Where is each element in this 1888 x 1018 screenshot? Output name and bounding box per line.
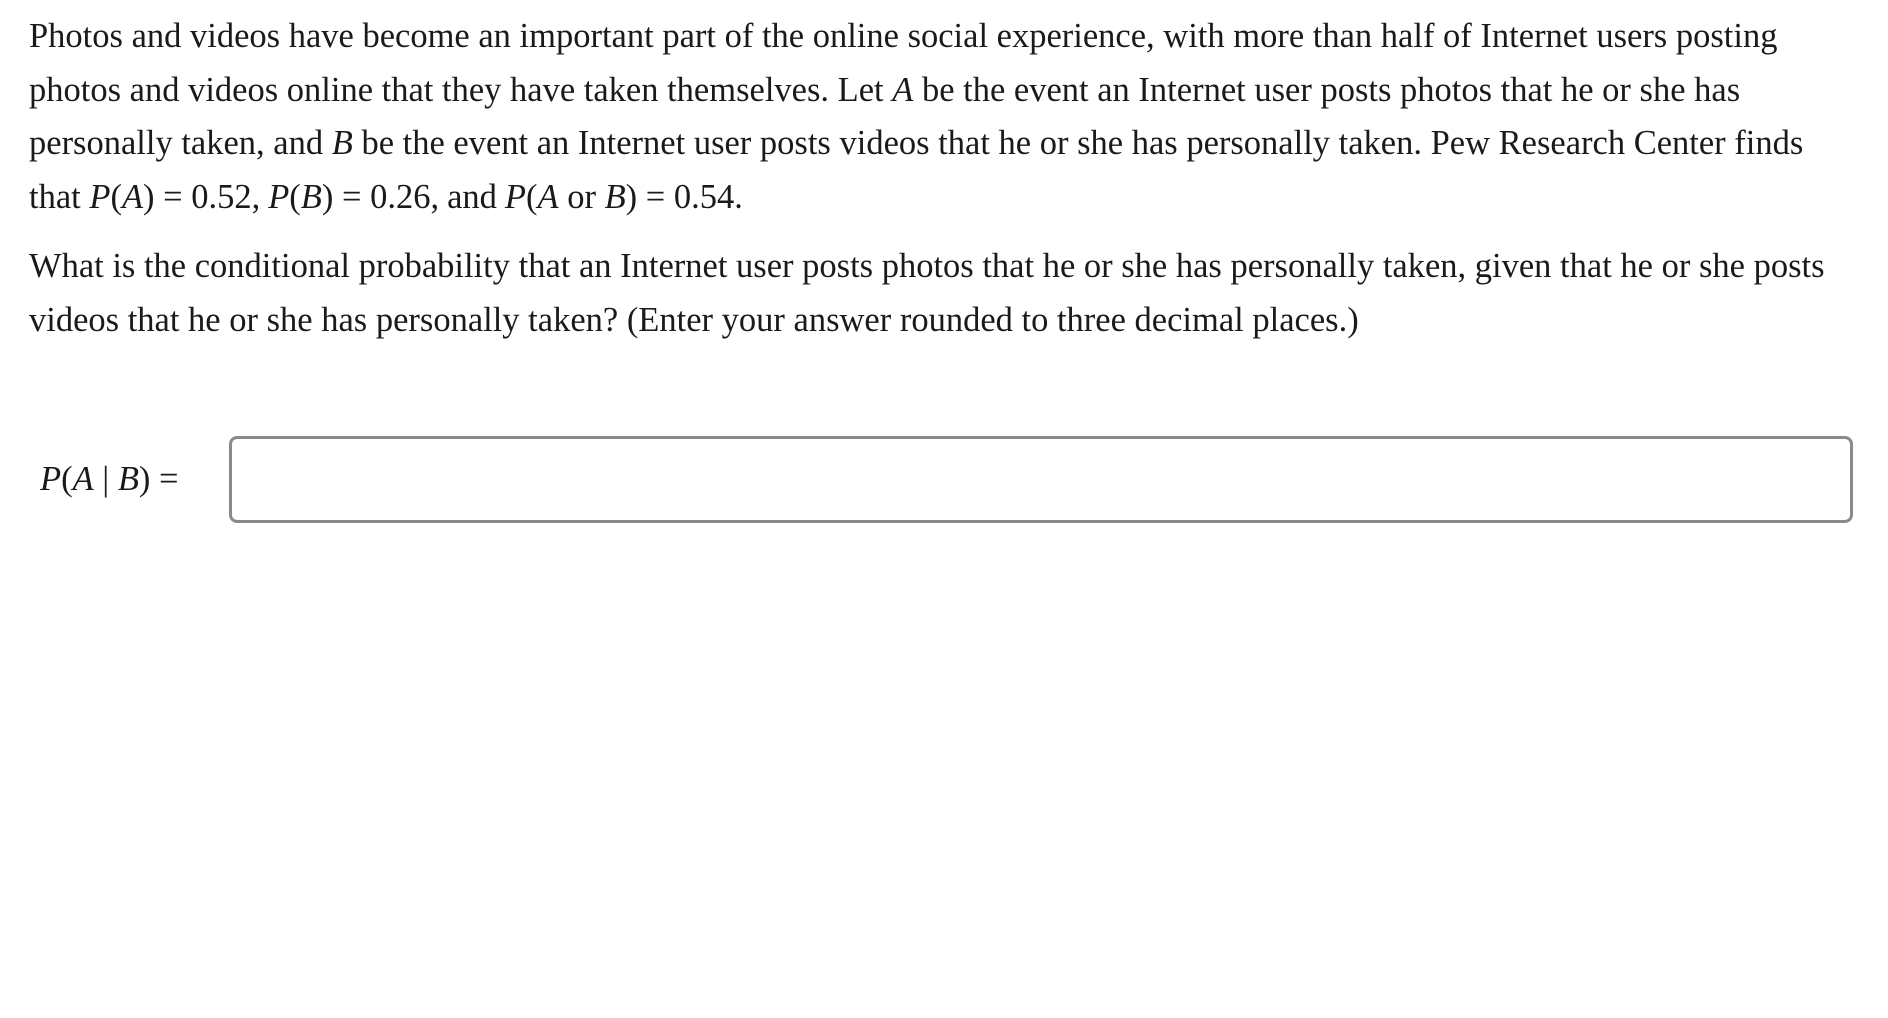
and-word: and bbox=[447, 177, 497, 216]
prob-a-expression: P(A) = 0.52, bbox=[89, 177, 261, 216]
question-paragraph-1 bbox=[29, 10, 1859, 224]
answer-label: P(A | B) = bbox=[40, 460, 179, 498]
intro-text: Photos and videos have become an important part of the online social experience, with more than half of Internet users posting photos and videos online that they have taken themselves. Let bbox=[29, 17, 1778, 109]
answer-row bbox=[40, 436, 1853, 523]
question-text bbox=[29, 10, 1859, 347]
prob-b-expression: P(B) = 0.26, bbox=[268, 177, 440, 216]
answer-input[interactable] bbox=[229, 436, 1853, 523]
variable-a: A bbox=[892, 70, 914, 109]
sentence-end: . bbox=[734, 177, 743, 216]
variable-b: B bbox=[331, 124, 353, 162]
definition-text-2: be the event an Internet user posts videos that he or she has personally taken. Pew Research Center finds that bbox=[29, 124, 1804, 216]
question-paragraph-2: What is the conditional probability that an Internet user posts photos that he or she has personally taken, given that he or she posts videos that he or she has personally taken? (Enter your answer rounded to three decimal places.) bbox=[29, 247, 1825, 339]
definition-text: be the event an Internet user posts photos that he or she has personally taken, and bbox=[29, 70, 1741, 162]
prob-a-or-b-expression: P(A or B) = 0.54 bbox=[504, 177, 735, 216]
